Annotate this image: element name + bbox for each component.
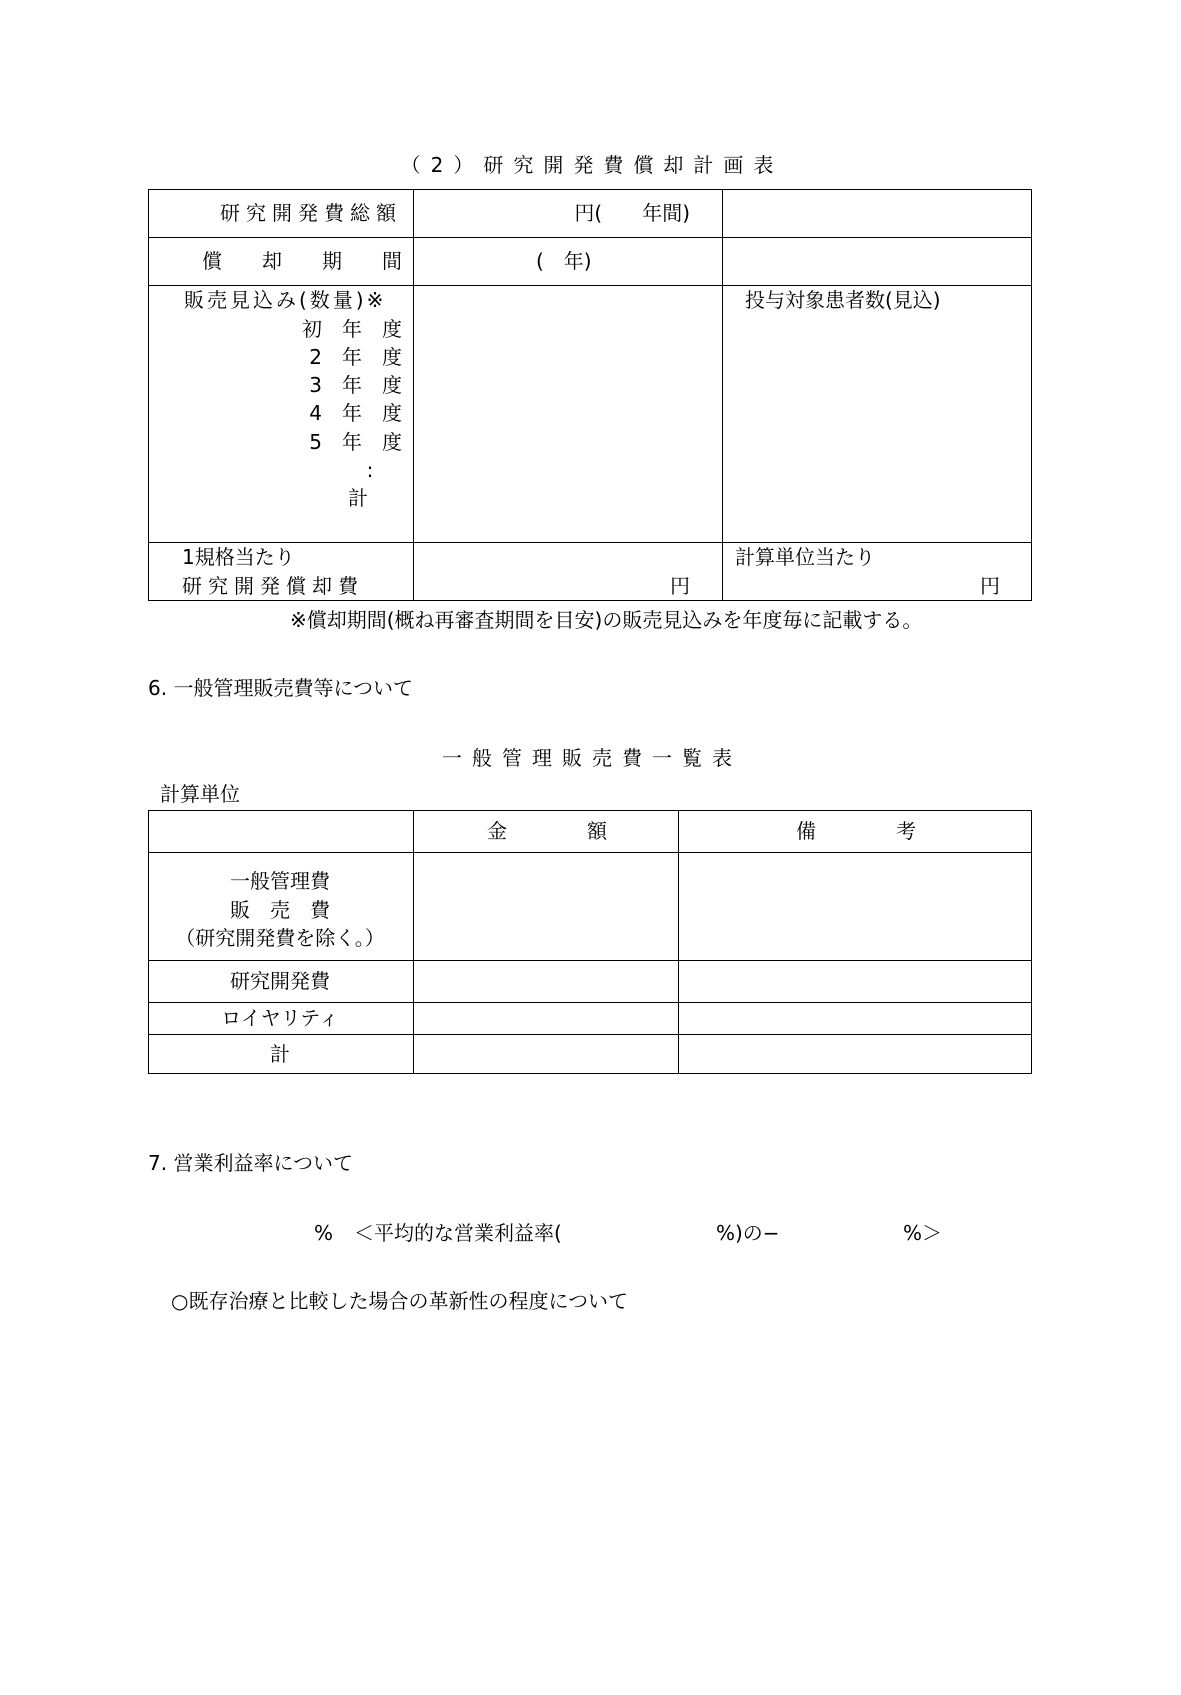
amortization-period-label: 償 却 期 間 bbox=[202, 249, 402, 273]
year-1-label: 初 年 度 bbox=[302, 317, 402, 341]
excluding-rd-label: （研究開発費を除く。） bbox=[175, 926, 385, 950]
header-remarks: 備 考 bbox=[796, 819, 916, 843]
year-2-label: 2 年 度 bbox=[309, 345, 402, 369]
sales-cost-label: 販 売 費 bbox=[230, 898, 330, 922]
unit-label: 計算単位 bbox=[160, 782, 240, 806]
year-5-label: 5 年 度 bbox=[309, 430, 402, 454]
rd-table-note: ※償却期間(概ね再審査期間を目安)の販売見込みを年度毎に記載する。 bbox=[290, 608, 923, 632]
amortization-period-value: ( 年) bbox=[536, 249, 592, 273]
per-spec-label: 1規格当たり bbox=[182, 545, 295, 569]
avg-margin-end: %＞ bbox=[903, 1221, 943, 1245]
innovation-bullet: ○既存治療と比較した場合の革新性の程度について bbox=[171, 1289, 629, 1313]
year-4-label: 4 年 度 bbox=[309, 401, 402, 425]
total-rd-cost-label: 研究開発費総額 bbox=[220, 201, 402, 225]
section-7-heading: 7. 営業利益率について bbox=[148, 1151, 354, 1175]
section-6-heading: 6. 一般管理販売費等について bbox=[148, 676, 414, 700]
per-spec-label-2: 研究開発償却費 bbox=[182, 574, 364, 598]
margin-percent: % bbox=[314, 1221, 334, 1245]
total-label: 計 bbox=[270, 1042, 290, 1066]
year-3-label: 3 年 度 bbox=[309, 373, 402, 397]
general-admin-cost-label: 一般管理費 bbox=[230, 869, 330, 893]
avg-margin-label: ＜平均的な営業利益率( bbox=[354, 1221, 562, 1245]
ellipsis: : bbox=[366, 458, 374, 482]
royalty-label: ロイヤリティ bbox=[221, 1006, 339, 1030]
sga-table-title: 一般管理販売費一覧表 bbox=[442, 746, 742, 770]
sales-forecast-label: 販売見込み(数量)※ bbox=[184, 288, 387, 312]
rd-cost-label: 研究開発費 bbox=[230, 969, 330, 993]
avg-margin-mid: %)の− bbox=[716, 1221, 780, 1245]
header-amount: 金 額 bbox=[487, 819, 607, 843]
yen-unit: 円 bbox=[670, 574, 690, 598]
rd-table-title: （2）研究開発費償却計画表 bbox=[400, 153, 784, 177]
per-unit-label: 計算単位当たり bbox=[735, 545, 875, 569]
yen-unit-2: 円 bbox=[980, 574, 1000, 598]
patients-label: 投与対象患者数(見込) bbox=[745, 288, 941, 312]
total-rd-cost-value: 円( 年間) bbox=[574, 201, 690, 225]
sum-label: 計 bbox=[348, 486, 368, 510]
